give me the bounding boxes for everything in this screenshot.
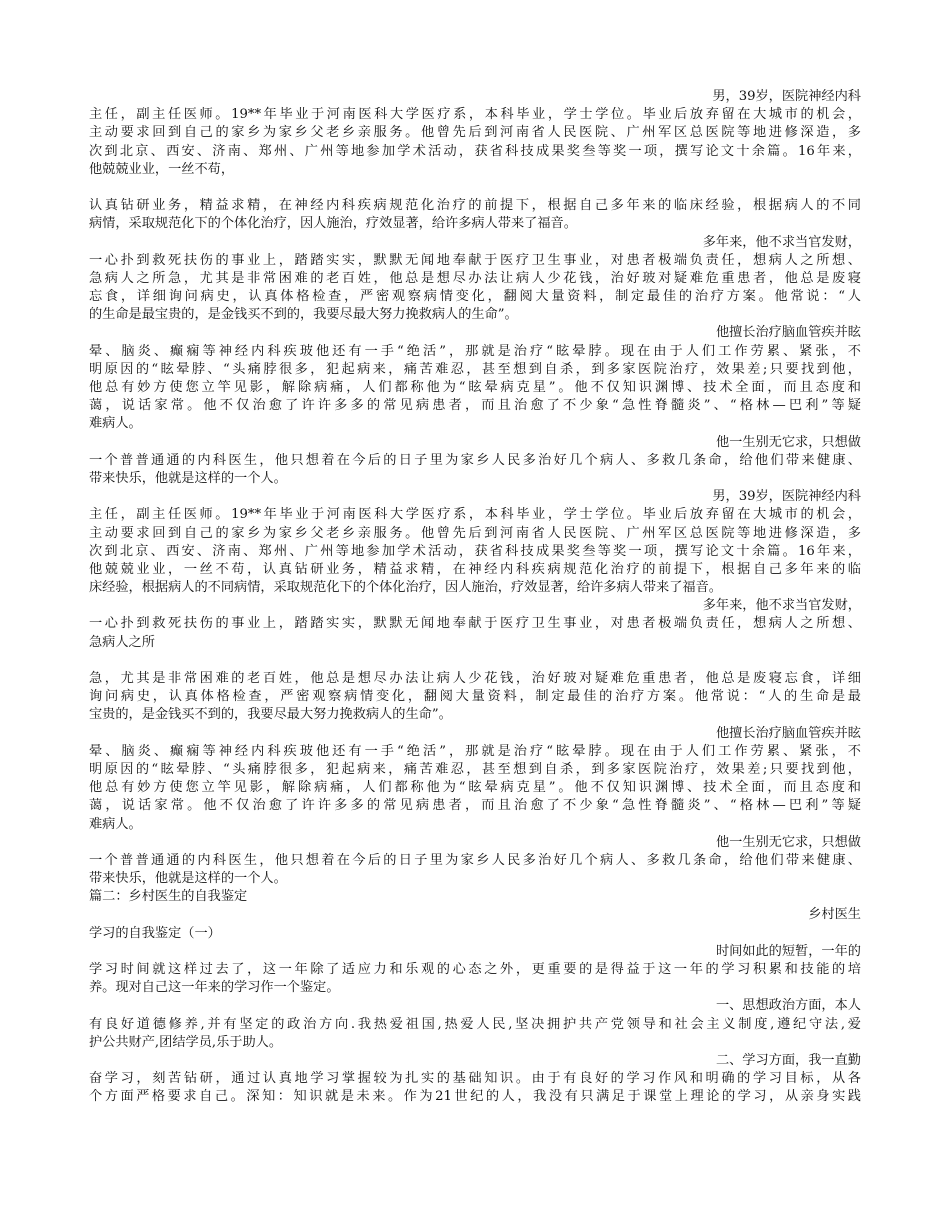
text-line: 他兢兢业业，一丝不苟，认真钻研业务，精益求精，在神经内科疾病规范化治疗的前提下，根据自己多年来的临 <box>89 561 861 577</box>
text-line: 明原因的“眩晕脖、“头痛脖很多，犯起病来，痛苦难忍，甚至想到自杀，到多家医院治疗，效果差;只要找到他， <box>89 761 861 777</box>
text-line: 学习时间就这样过去了，这一年除了适应力和乐观的心态之外，更重要的是得益于这一年的学习积累和技能的培 <box>89 962 861 977</box>
text-line: 男，39岁，医院神经内科 <box>712 489 861 505</box>
text-line: 急病人之所 <box>89 634 155 650</box>
text-line: 篇二：乡村医生的自我鉴定 <box>89 889 248 905</box>
text-line: 一个普普通通的内科医生，他只想着在今后的日子里为家乡人民多治好几个病人、多救几条命，给他们带来健康、 <box>89 452 861 468</box>
text-line: 带来快乐，他就是这样的一个人。 <box>89 871 287 887</box>
text-line: 他总有妙方使您立竿见影，解除病痛，人们都称他为“眩晕病克星”。他不仅知识渊博、技术全面，而且态度和 <box>89 780 861 796</box>
text-line: 养。现对自己这一年来的学习作一个鉴定。 <box>89 980 340 996</box>
text-line: 病情，采取规范化下的个体化治疗，因人施治，疗效显著，给许多病人带来了福音。 <box>89 216 577 232</box>
text-line: 他兢兢业业，一丝不苟， <box>89 161 235 177</box>
text-line: 他擅长治疗脑血管疾并眩 <box>715 325 861 341</box>
text-line: 蔼，说话家常。他不仅治愈了许许多多的常见病患者，而且治愈了不少象“急性脊髓炎”、“格林—巴利”等疑 <box>89 398 861 414</box>
text-line: 急病人之所急，尤其是非常困难的老百姓，他总是想尽办法让病人少花钱，治好玻对疑难危重患者，他总是废寝 <box>89 270 861 286</box>
text-line: 他总有妙方使您立竿见影，解除病痛，人们都称他为“眩晕病克星”。他不仅知识渊博、技术全面，而且态度和 <box>89 380 861 395</box>
text-line: 明原因的“眩晕脖、“头痛脖很多，犯起病来，痛苦难忍，甚至想到自杀，到多家医院治疗，效果差;只要找到他， <box>89 361 861 377</box>
text-line: 一个普普通通的内科医生，他只想着在今后的日子里为家乡人民多治好几个病人、多救几条命，给他们带来健康、 <box>89 852 861 868</box>
text-line: 晕、脑炎、癫痫等神经内科疾玻他还有一手“绝活”，那就是治疗“眩晕脖。现在由于人们工作劳累、紧张，不 <box>89 343 861 359</box>
text-line: 他擅长治疗脑血管疾并眩 <box>715 725 861 741</box>
text-line: 次到北京、西安、济南、郑州、广州等地参加学术活动，获省科技成果奖叁等奖一项，撰写论文十余篇。16年来， <box>89 143 861 159</box>
document-body <box>89 88 861 1107</box>
text-line: 急，尤其是非常困难的老百姓，他总是想尽办法让病人少花钱，治好玻对疑难危重患者，他总是废寝忘食，详细 <box>89 671 861 686</box>
text-line: 主任，副主任医师。19**年毕业于河南医科大学医疗系，本科毕业，学士学位。毕业后放弃留在大城市的机会， <box>89 507 861 523</box>
text-line: 多年来，他不求当官发财， <box>702 234 861 250</box>
text-line: 主动要求回到自己的家乡为家乡父老乡亲服务。他曾先后到河南省人民医院、广州军区总医院等地进修深造，多 <box>89 125 861 141</box>
text-line: 他一生别无它求，只想做 <box>715 434 861 450</box>
text-line: 难病人。 <box>89 816 142 832</box>
text-line: 学习的自我鉴定（一） <box>89 925 221 941</box>
text-line: 难病人。 <box>89 416 142 432</box>
text-line: 护公共财产,团结学员,乐于助人。 <box>89 1034 283 1050</box>
text-line: 一心扑到救死扶伤的事业上，踏踏实实，默默无闻地奉献于医疗卫生事业，对患者极端负责任，想病人之所想、 <box>89 616 861 632</box>
text-line: 次到北京、西安、济南、郑州、广州等地参加学术活动，获省科技成果奖叁等奖一项，撰写论文十余篇。16年来， <box>89 543 861 559</box>
text-line: 二、学习方面，我一直勤 <box>715 1052 861 1068</box>
text-line: 询问病史，认真体格检查，严密观察病情变化，翻阅大量资料，制定最佳的治疗方案。他常说：“人的生命是最 <box>89 689 861 705</box>
text-line: 有良好道德修养,并有坚定的政治方向.我热爱祖国,热爱人民,坚决拥护共产党领导和社会主义制度,遵纪守法,爱 <box>89 1016 861 1032</box>
blank-line <box>89 652 861 670</box>
text-line: 的生命是最宝贵的，是金钱买不到的，我要尽最大努力挽救病人的生命”。 <box>89 307 518 323</box>
text-line: 个方面严格要求自己。深知：知识就是未来。作为21世纪的人，我没有只满足于课堂上理论的学习，从亲身实践 <box>89 1089 861 1105</box>
text-line: 主动要求回到自己的家乡为家乡父老乡亲服务。他曾先后到河南省人民医院、广州军区总医院等地进修深造，多 <box>89 525 861 541</box>
text-line: 忘食，详细询问病史，认真体格检查，严密观察病情变化，翻阅大量资料，制定最佳的治疗方案。他常说：“人 <box>89 289 861 305</box>
text-line: 一、思想政治方面，本人 <box>715 998 861 1014</box>
text-line: 男，39岁，医院神经内科 <box>712 89 861 104</box>
text-line: 带来快乐，他就是这样的一个人。 <box>89 470 287 486</box>
blank-line <box>89 179 861 197</box>
text-line: 蔼，说话家常。他不仅治愈了许许多多的常见病患者，而且治愈了不少象“急性脊髓炎”、“格林—巴利”等疑 <box>89 798 861 814</box>
text-line: 晕、脑炎、癫痫等神经内科疾玻他还有一手“绝活”，那就是治疗“眩晕脖。现在由于人们工作劳累、紧张，不 <box>89 743 861 759</box>
text-line: 奋学习，刻苦钻研，通过认真地学习掌握较为扎实的基础知识。由于有良好的学习作风和明确的学习目标，从各 <box>89 1071 861 1087</box>
text-line: 床经验，根据病人的不同病情，采取规范化下的个体化治疗，因人施治，疗效显著，给许多病人带来了福音。 <box>89 580 722 596</box>
text-line: 一心扑到救死扶伤的事业上，踏踏实实，默默无闻地奉献于医疗卫生事业，对患者极端负责任，想病人之所想、 <box>89 252 861 268</box>
text-line: 多年来，他不求当官发财， <box>702 598 861 614</box>
text-line: 他一生别无它求，只想做 <box>715 834 861 850</box>
text-line: 宝贵的，是金钱买不到的，我要尽最大努力挽救病人的生命”。 <box>89 707 452 723</box>
text-line: 主任，副主任医师。19**年毕业于河南医科大学医疗系，本科毕业，学士学位。毕业后放弃留在大城市的机会， <box>89 107 861 123</box>
text-line: 乡村医生 <box>808 907 861 923</box>
text-line: 认真钻研业务，精益求精，在神经内科疾病规范化治疗的前提下，根据自己多年来的临床经验，根据病人的不同 <box>89 198 861 214</box>
text-line: 时间如此的短暂，一年的 <box>715 943 861 959</box>
